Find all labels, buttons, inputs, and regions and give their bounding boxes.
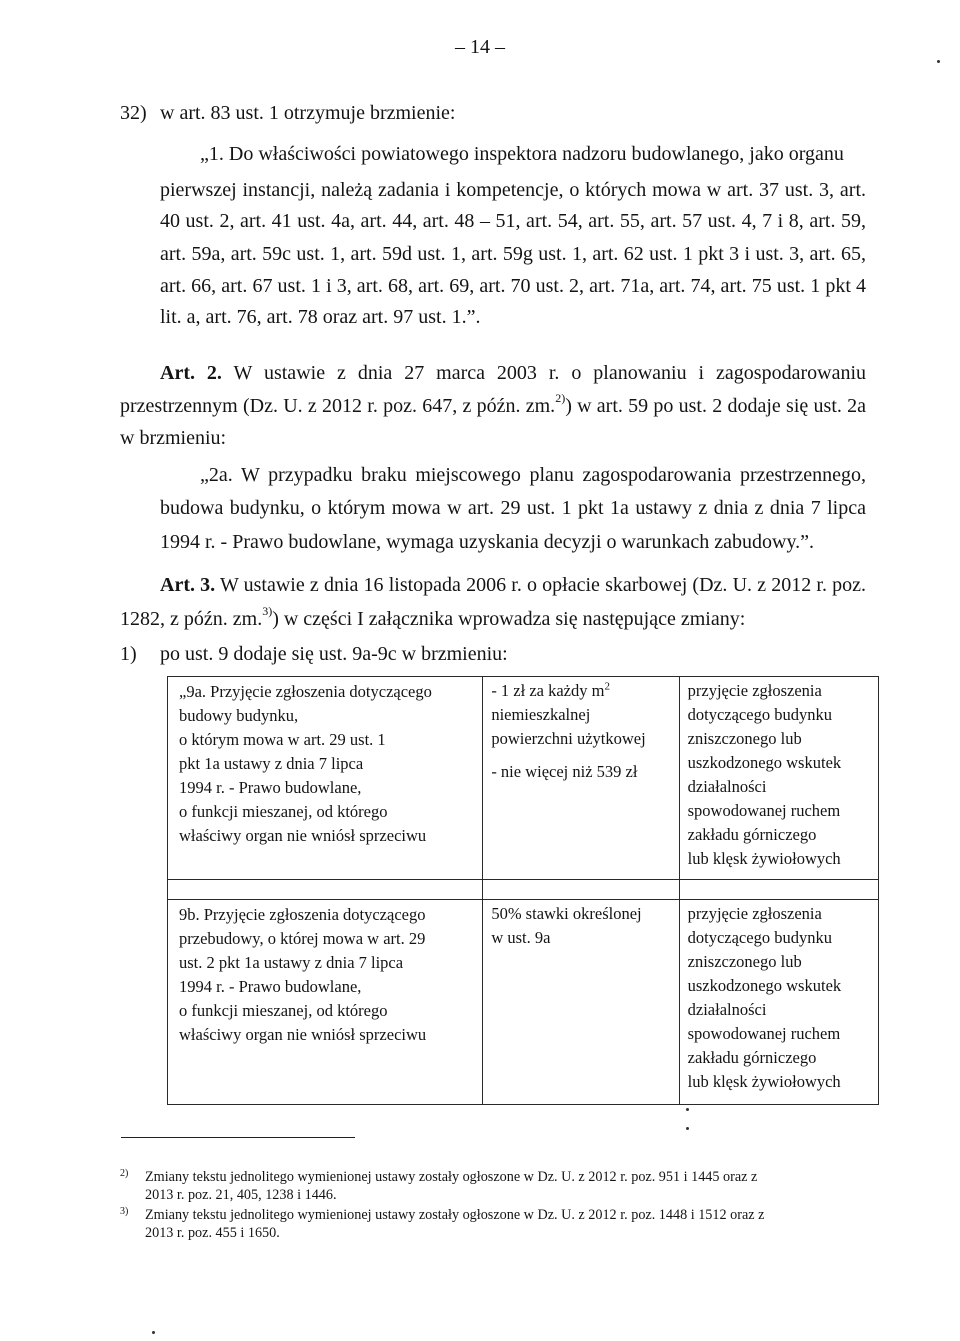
fee-per-m2: - 1 zł za każdy m xyxy=(491,681,605,700)
item-32-quote-line-3: 40 ust. 2, art. 41 ust. 4a, art. 44, art. 48 – 51, art. 54, art. 55, art. 57 ust. 4, 7 i 8, art. 59, xyxy=(160,210,866,232)
row-9a-exemption xyxy=(679,677,878,880)
cell-line xyxy=(491,679,671,703)
art-3-point-text: po ust. 9 dodaje się ust. 9a-9c w brzmieniu: xyxy=(160,643,508,665)
row-9b-exemption xyxy=(679,900,878,1105)
item-32-quote-line-6: lit. a, art. 76, art. 78 oraz art. 97 ust. 1.”. xyxy=(160,306,481,328)
row-9a-description xyxy=(168,677,483,880)
art-2-line-2 xyxy=(120,392,866,421)
art-3-line-1 xyxy=(160,571,866,600)
scan-speck xyxy=(686,1108,689,1111)
art-2-quote-line-2: budowa budynku, o którym mowa w art. 29 ust. 1 pkt 1a ustawy z dnia z dnia 7 lipca xyxy=(160,497,866,519)
cell-line: niemieszkalnej xyxy=(491,705,591,724)
cell-line: 9b. Przyjęcie zgłoszenia dotyczącego xyxy=(179,905,426,924)
art-3-line-1-text: W ustawie z dnia 16 listopada 2006 r. o opłacie skarbowej (Dz. U. z 2012 r. poz. xyxy=(219,574,867,596)
art-2-line-1-text: W ustawie z dnia 27 marca 2003 r. o planowaniu i zagospodarowaniu xyxy=(233,362,866,384)
cell-line: dotyczącego budynku xyxy=(687,928,832,947)
cell-line: właściwy organ nie wniósł sprzeciwu xyxy=(179,826,427,845)
cell-line: o którym mowa w art. 29 ust. 1 xyxy=(179,730,386,749)
cell-line: zniszczonego lub xyxy=(687,729,802,748)
item-32-quote-line-4: art. 59a, art. 59c ust. 1, art. 59d ust. 1, art. 59g ust. 1, art. 62 ust. 1 pkt 3 i ust. 3, art. 65, xyxy=(160,243,866,265)
footnote-line: Zmiany tekstu jednolitego wymienionej ustawy zostały ogłoszone w Dz. U. z 2012 r. poz. 1448 i 1512 oraz z xyxy=(145,1207,765,1223)
fee-table xyxy=(167,676,879,1105)
cell-line: dotyczącego budynku xyxy=(687,705,832,724)
cell-line: „9a. Przyjęcie zgłoszenia dotyczącego xyxy=(179,682,432,701)
scan-speck xyxy=(937,60,940,63)
art-2-line-1 xyxy=(160,359,866,388)
footnote-2-text xyxy=(145,1168,885,1204)
art-2-line-2-end: ) w art. 59 po ust. 2 dodaje się ust. 2a xyxy=(565,395,867,417)
art-3-line-2-end: ) w części I załącznika wprowadza się następujące zmiany: xyxy=(272,608,746,630)
footnote-line: Zmiany tekstu jednolitego wymienionej ustawy zostały ogłoszone w Dz. U. z 2012 r. poz. 951 i 1445 oraz z xyxy=(145,1169,758,1185)
art-2-line-2-start: przestrzennym (Dz. U. z 2012 r. poz. 647, z późn. zm. xyxy=(120,395,556,417)
cell-line: uszkodzonego wskutek xyxy=(687,753,842,772)
cell-line: powierzchni użytkowej xyxy=(491,729,646,748)
art-2-quote-line-1: „2a. W przypadku braku miejscowego planu zagospodarowania przestrzennego, xyxy=(200,464,866,486)
cell-line: 1994 r. - Prawo budowlane, xyxy=(179,778,362,797)
superscript-2: 2 xyxy=(604,680,610,693)
item-32-quote-line-2: pierwszej instancji, należą zadania i kompetencje, o których mowa w art. 37 ust. 3, art. xyxy=(160,179,866,201)
art-2-quote-line-3: 1994 r. - Prawo budowlane, wymaga uzyskania decyzji o warunkach zabudowy.”. xyxy=(160,531,815,553)
scan-speck xyxy=(686,1127,689,1130)
cell-line: uszkodzonego wskutek xyxy=(687,976,842,995)
table-row xyxy=(168,900,879,1105)
footnote-3-text xyxy=(145,1206,885,1242)
cell-line: lub klęsk żywiołowych xyxy=(687,1072,841,1091)
cell-line: o funkcji mieszanej, od którego xyxy=(179,802,388,821)
cell-line: zniszczonego lub xyxy=(687,952,802,971)
item-32-label: 32) xyxy=(120,102,147,124)
row-9b-fee xyxy=(483,900,679,1105)
footnote-2-mark: 2) xyxy=(120,1168,129,1179)
page-number: – 14 – xyxy=(455,36,505,58)
cell-line: działalności xyxy=(687,1000,767,1019)
art-3-point-label: 1) xyxy=(120,643,137,665)
cell-line: zakładu górniczego xyxy=(687,825,817,844)
art-3-line-2-start: 1282, z późn. zm. xyxy=(120,608,263,630)
cell-line: ust. 2 pkt 1a ustawy z dnia 7 lipca xyxy=(179,953,404,972)
cell-line: zakładu górniczego xyxy=(687,1048,817,1067)
cell-line: pkt 1a ustawy z dnia 7 lipca xyxy=(179,754,364,773)
cell-line: w ust. 9a xyxy=(491,928,551,947)
cell-line: przebudowy, o której mowa w art. 29 xyxy=(179,929,426,948)
footnote-ref-3[interactable]: 3) xyxy=(262,604,273,619)
cell-line: spowodowanej ruchem xyxy=(687,1024,841,1043)
table-gap xyxy=(168,880,879,900)
cell-line: właściwy organ nie wniósł sprzeciwu xyxy=(179,1025,427,1044)
art-2-label: Art. 2. xyxy=(160,362,222,384)
item-32-quote-line-1: „1. Do właściwości powiatowego inspektora nadzoru budowlanego, jako organu xyxy=(200,143,844,165)
footnote-line: 2013 r. poz. 21, 405, 1238 i 1446. xyxy=(145,1187,337,1203)
cell-line: lub klęsk żywiołowych xyxy=(687,849,841,868)
row-9b-description xyxy=(168,900,483,1105)
cell-line: 1994 r. - Prawo budowlane, xyxy=(179,977,362,996)
art-2-line-3: w brzmieniu: xyxy=(120,427,227,449)
art-3-line-2 xyxy=(120,605,745,634)
cell-line: działalności xyxy=(687,777,767,796)
cell-line: przyjęcie zgłoszenia xyxy=(687,681,822,700)
cell-line: przyjęcie zgłoszenia xyxy=(687,904,822,923)
item-32-quote-line-5: art. 66, art. 67 ust. 1 i 3, art. 68, art. 69, art. 70 ust. 2, art. 71a, art. 74, art. 75 ust. 1 pkt 4 xyxy=(160,275,866,297)
cell-line: spowodowanej ruchem xyxy=(687,801,841,820)
fee-cap: - nie więcej niż 539 zł xyxy=(491,762,638,781)
cell-line: budowy budynku, xyxy=(179,706,299,725)
item-32-intro: w art. 83 ust. 1 otrzymuje brzmienie: xyxy=(160,102,456,124)
art-3-label: Art. 3. xyxy=(160,574,216,596)
table-row xyxy=(168,677,879,880)
footnote-3-mark: 3) xyxy=(120,1206,129,1217)
row-9a-fee xyxy=(483,677,679,880)
footnote-line: 2013 r. poz. 455 i 1650. xyxy=(145,1225,280,1241)
footnote-separator xyxy=(121,1137,355,1138)
scan-speck xyxy=(152,1331,155,1334)
cell-line: 50% stawki określonej xyxy=(491,904,642,923)
footnote-ref-2[interactable]: 2) xyxy=(555,391,566,406)
cell-line: o funkcji mieszanej, od którego xyxy=(179,1001,388,1020)
